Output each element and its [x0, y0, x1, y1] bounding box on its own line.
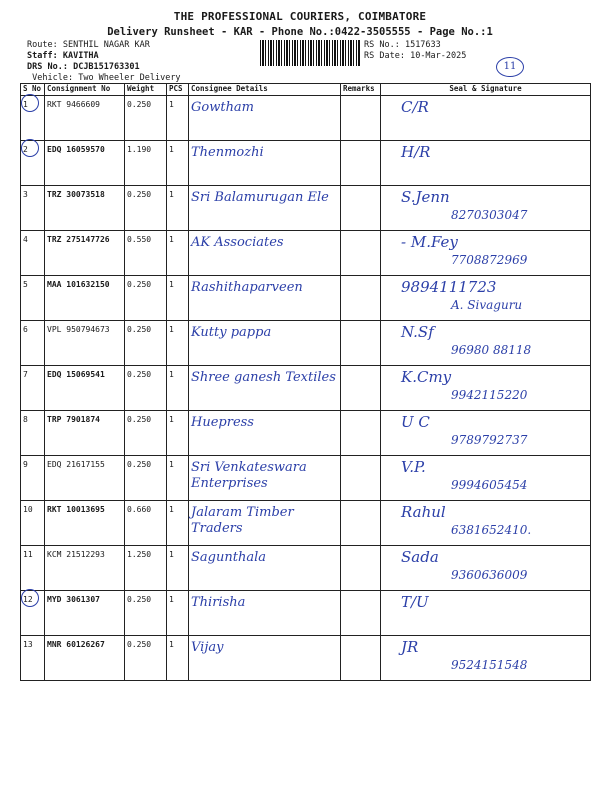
row-weight: 0.250: [125, 186, 167, 231]
table-row: [21, 591, 591, 636]
row-remarks: [341, 501, 381, 546]
row-consignee: [189, 456, 341, 501]
circled-count: 11: [496, 57, 524, 77]
phone-handwriting: 7708872969: [451, 253, 528, 267]
signature-handwriting: - M.Fey: [401, 233, 458, 251]
row-sno: 3: [21, 186, 45, 231]
row-consignee: [189, 546, 341, 591]
consignee-handwriting: Kutty pappa: [191, 325, 272, 340]
col-consignee: Consignee Details: [189, 84, 341, 96]
signature-handwriting: Rahul: [401, 503, 446, 521]
row-sno: 10: [21, 501, 45, 546]
consignee-handwriting: Sri Balamurugan Ele: [191, 190, 329, 205]
row-pcs: 1: [167, 96, 189, 141]
signature-handwriting: S.Jenn: [401, 188, 450, 206]
phone-handwriting: 9994605454: [451, 478, 528, 492]
company-title: THE PROFESSIONAL COURIERS, COIMBATORE: [173, 10, 427, 23]
table-row: [21, 411, 591, 456]
table-row: [21, 276, 591, 321]
row-consignment: MAA 101632150: [45, 276, 125, 321]
phone-handwriting: 96980 88118: [451, 343, 532, 357]
row-consignee: [189, 231, 341, 276]
runsheet-subtitle: Delivery Runsheet - KAR - Phone No.:0422-3505555 - Page No.:1: [107, 26, 493, 38]
signature-handwriting: C/R: [401, 98, 429, 116]
table-row: [21, 546, 591, 591]
rs-no-value: 1517633: [404, 40, 441, 50]
row-consignment: MYD 3061307: [45, 591, 125, 636]
col-consignment: Consignment No: [45, 84, 125, 96]
table-row: [21, 366, 591, 411]
phone-handwriting: 9942115220: [451, 388, 528, 402]
staff-value: KAVITHA: [62, 51, 99, 61]
row-weight: 0.250: [125, 276, 167, 321]
consignee-handwriting: Rashithaparveen: [191, 280, 303, 295]
row-sno: 13: [21, 636, 45, 681]
row-sno: 8: [21, 411, 45, 456]
consignee-handwriting: Jalaram Timber Traders: [191, 505, 294, 536]
row-consignment: RKT 10013695: [45, 501, 125, 546]
row-remarks: [341, 456, 381, 501]
row-signature: [381, 456, 591, 501]
barcode: [260, 40, 360, 66]
table-row: [21, 141, 591, 186]
row-signature: [381, 546, 591, 591]
route-info: Route: SENTHIL NAGAR KAR Staff: KAVITHA DRS No.: DCJB151763301 Vehicle: Two Wheeler Delivery: [27, 40, 181, 83]
row-pcs: 1: [167, 456, 189, 501]
col-remarks: Remarks: [341, 84, 381, 96]
row-remarks: [341, 411, 381, 456]
consignee-handwriting: Huepress: [191, 415, 254, 430]
row-weight: 0.250: [125, 636, 167, 681]
row-weight: 1.250: [125, 546, 167, 591]
row-remarks: [341, 366, 381, 411]
col-sno: S No: [21, 84, 45, 96]
table-row: [21, 96, 591, 141]
consignee-handwriting: Shree ganesh Textiles: [191, 370, 336, 385]
row-weight: 1.190: [125, 141, 167, 186]
row-signature: [381, 501, 591, 546]
row-consignee: [189, 141, 341, 186]
row-consignment: TRZ 275147726: [45, 231, 125, 276]
row-signature: [381, 321, 591, 366]
row-weight: 0.250: [125, 411, 167, 456]
row-consignment: MNR 60126267: [45, 636, 125, 681]
row-consignment: VPL 950794673: [45, 321, 125, 366]
consignee-handwriting: Vijay: [191, 640, 224, 655]
signature-handwriting: V.P.: [401, 458, 426, 476]
consignee-handwriting: Thirisha: [191, 595, 246, 610]
row-consignment: TRP 7901874: [45, 411, 125, 456]
row-consignment: EDQ 21617155: [45, 456, 125, 501]
row-pcs: 1: [167, 321, 189, 366]
row-consignee: [189, 501, 341, 546]
signature-handwriting: JR: [401, 638, 419, 656]
row-consignment: KCM 21512293: [45, 546, 125, 591]
consignee-handwriting: Thenmozhi: [191, 145, 264, 160]
table-row: [21, 231, 591, 276]
phone-handwriting: 9789792737: [451, 433, 528, 447]
table-row: [21, 456, 591, 501]
row-pcs: 1: [167, 501, 189, 546]
row-consignee: [189, 366, 341, 411]
signature-handwriting: K.Cmy: [401, 368, 452, 386]
row-signature: [381, 591, 591, 636]
row-remarks: [341, 141, 381, 186]
row-consignment: TRZ 30073518: [45, 186, 125, 231]
table-row: [21, 501, 591, 546]
row-remarks: [341, 231, 381, 276]
row-pcs: 1: [167, 411, 189, 456]
signature-handwriting: U C: [401, 413, 430, 431]
row-pcs: 1: [167, 636, 189, 681]
rs-date-value: 10-Mar-2025: [410, 51, 467, 61]
row-pcs: 1: [167, 141, 189, 186]
row-consignee: [189, 276, 341, 321]
signature-handwriting: Sada: [401, 548, 439, 566]
sno-circle-mark: [21, 589, 39, 607]
row-sno: 12: [21, 591, 45, 636]
row-signature: [381, 231, 591, 276]
row-sno: 1: [21, 96, 45, 141]
sno-circle-mark: [21, 139, 39, 157]
row-consignment: RKT 9466609: [45, 96, 125, 141]
row-sno: 2: [21, 141, 45, 186]
route-value: SENTHIL NAGAR KAR: [62, 40, 150, 50]
row-consignment: EDQ 16059570: [45, 141, 125, 186]
row-sno: 11: [21, 546, 45, 591]
phone-handwriting: 9524151548: [451, 658, 528, 672]
rs-info: RS No.: 1517633 RS Date: 10-Mar-2025: [364, 40, 467, 61]
row-remarks: [341, 636, 381, 681]
row-consignee: [189, 321, 341, 366]
row-sno: 5: [21, 276, 45, 321]
row-weight: 0.550: [125, 231, 167, 276]
table-row: [21, 186, 591, 231]
phone-handwriting: 6381652410.: [451, 523, 532, 537]
signature-handwriting: N.Sf: [401, 323, 434, 341]
table-row: [21, 321, 591, 366]
drs-value: DCJB151763301: [73, 62, 140, 72]
row-pcs: 1: [167, 591, 189, 636]
row-consignee: [189, 591, 341, 636]
col-pcs: PCS: [167, 84, 189, 96]
signature-handwriting: T/U: [401, 593, 429, 611]
row-pcs: 1: [167, 276, 189, 321]
row-signature: [381, 96, 591, 141]
row-weight: 0.250: [125, 366, 167, 411]
row-weight: 0.250: [125, 321, 167, 366]
phone-handwriting: A. Sivaguru: [451, 298, 523, 312]
row-weight: 0.250: [125, 591, 167, 636]
col-weight: Weight: [125, 84, 167, 96]
row-signature: [381, 636, 591, 681]
row-consignee: [189, 636, 341, 681]
row-pcs: 1: [167, 231, 189, 276]
row-remarks: [341, 591, 381, 636]
consignee-handwriting: Sri Venkateswara Enterprises: [191, 460, 307, 491]
row-sno: 4: [21, 231, 45, 276]
row-weight: 0.250: [125, 456, 167, 501]
row-signature: [381, 276, 591, 321]
row-sno: 6: [21, 321, 45, 366]
phone-handwriting: 9360636009: [451, 568, 528, 582]
row-weight: 0.660: [125, 501, 167, 546]
runsheet-table: [20, 83, 591, 681]
row-sno: 9: [21, 456, 45, 501]
phone-handwriting: 8270303047: [451, 208, 528, 222]
consignee-handwriting: Sagunthala: [191, 550, 266, 565]
row-remarks: [341, 546, 381, 591]
row-pcs: 1: [167, 546, 189, 591]
row-signature: [381, 141, 591, 186]
signature-handwriting: 9894111723: [401, 278, 497, 296]
row-consignee: [189, 96, 341, 141]
row-pcs: 1: [167, 186, 189, 231]
row-remarks: [341, 96, 381, 141]
sno-circle-mark: [21, 94, 39, 112]
col-signature: Seal & Signature: [381, 84, 591, 96]
table-row: [21, 636, 591, 681]
row-signature: [381, 366, 591, 411]
consignee-handwriting: Gowtham: [191, 100, 255, 115]
row-signature: [381, 186, 591, 231]
row-weight: 0.250: [125, 96, 167, 141]
vehicle-value: Two Wheeler Delivery: [78, 73, 181, 83]
row-pcs: 1: [167, 366, 189, 411]
row-consignee: [189, 411, 341, 456]
table-header-row: [21, 84, 591, 96]
row-remarks: [341, 276, 381, 321]
row-consignment: EDQ 15069541: [45, 366, 125, 411]
row-sno: 7: [21, 366, 45, 411]
row-signature: [381, 411, 591, 456]
row-consignee: [189, 186, 341, 231]
signature-handwriting: H/R: [401, 143, 431, 161]
consignee-handwriting: AK Associates: [191, 235, 284, 250]
row-remarks: [341, 186, 381, 231]
row-remarks: [341, 321, 381, 366]
